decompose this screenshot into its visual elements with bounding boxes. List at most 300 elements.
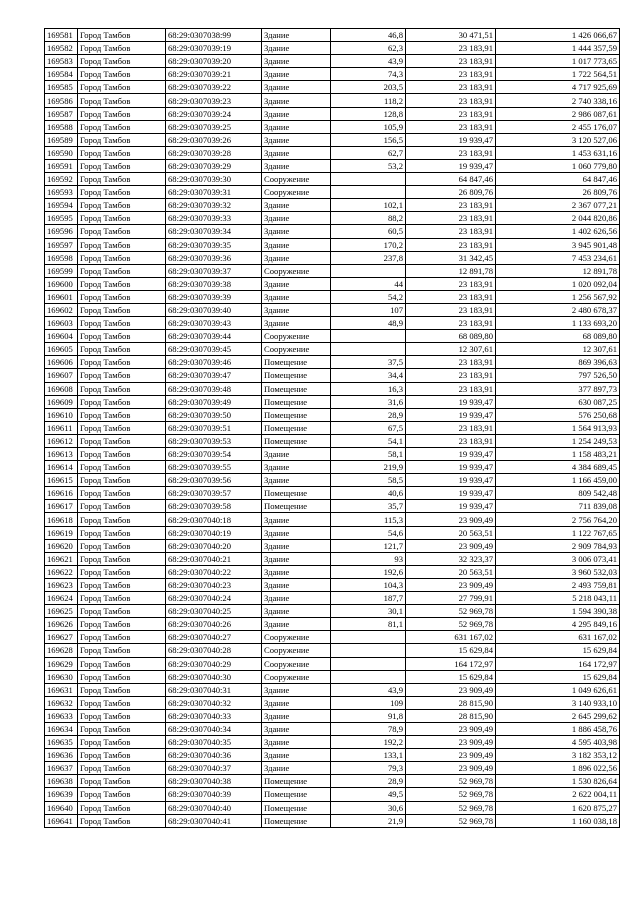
area-cell: 54,2	[331, 290, 406, 303]
unit-value-cell: 20 563,51	[406, 526, 496, 539]
table-row	[45, 461, 620, 474]
cadastral-value-cell: 2 367 077,21	[496, 199, 620, 212]
object-type-cell: Сооружение	[262, 644, 331, 657]
object-type-cell: Здание	[262, 94, 331, 107]
cadastral-value-cell: 2 645 299,62	[496, 709, 620, 722]
municipality-cell: Город Тамбов	[78, 487, 166, 500]
cadastral-value-cell: 1 017 773,65	[496, 55, 620, 68]
cadastral-number-cell: 68:29:0307040:19	[166, 526, 262, 539]
table-row	[45, 644, 620, 657]
area-cell: 54,1	[331, 434, 406, 447]
municipality-cell: Город Тамбов	[78, 408, 166, 421]
area-cell: 30,6	[331, 801, 406, 814]
municipality-cell: Город Тамбов	[78, 29, 166, 42]
cadastral-value-cell: 2 622 004,11	[496, 788, 620, 801]
cadastral-value-cell: 1 444 357,59	[496, 42, 620, 55]
object-type-cell: Здание	[262, 238, 331, 251]
municipality-cell: Город Тамбов	[78, 55, 166, 68]
table-row	[45, 788, 620, 801]
unit-value-cell: 19 939,47	[406, 487, 496, 500]
object-type-cell: Здание	[262, 199, 331, 212]
table-row	[45, 133, 620, 146]
municipality-cell: Город Тамбов	[78, 290, 166, 303]
cadastral-number-cell: 68:29:0307040:26	[166, 618, 262, 631]
unit-value-cell: 23 909,49	[406, 578, 496, 591]
area-cell: 192,6	[331, 565, 406, 578]
unit-value-cell: 23 909,49	[406, 749, 496, 762]
row-number-cell: 169625	[45, 605, 78, 618]
cadastral-number-cell: 68:29:0307040:37	[166, 762, 262, 775]
object-type-cell: Помещение	[262, 382, 331, 395]
cadastral-number-cell: 68:29:0307039:50	[166, 408, 262, 421]
cadastral-number-cell: 68:29:0307039:34	[166, 225, 262, 238]
area-cell: 43,9	[331, 683, 406, 696]
table-row	[45, 303, 620, 316]
row-number-cell: 169619	[45, 526, 78, 539]
cadastral-number-cell: 68:29:0307040:22	[166, 565, 262, 578]
table-row	[45, 212, 620, 225]
cadastral-number-cell: 68:29:0307040:39	[166, 788, 262, 801]
row-number-cell: 169605	[45, 343, 78, 356]
cadastral-number-cell: 68:29:0307039:58	[166, 500, 262, 513]
object-type-cell: Здание	[262, 461, 331, 474]
row-number-cell: 169608	[45, 382, 78, 395]
area-cell: 203,5	[331, 81, 406, 94]
table-row	[45, 605, 620, 618]
table-row	[45, 395, 620, 408]
table-body	[45, 29, 620, 828]
cadastral-number-cell: 68:29:0307040:18	[166, 513, 262, 526]
area-cell: 62,7	[331, 146, 406, 159]
municipality-cell: Город Тамбов	[78, 120, 166, 133]
municipality-cell: Город Тамбов	[78, 775, 166, 788]
municipality-cell: Город Тамбов	[78, 264, 166, 277]
unit-value-cell: 19 939,47	[406, 500, 496, 513]
object-type-cell: Здание	[262, 42, 331, 55]
row-number-cell: 169593	[45, 186, 78, 199]
municipality-cell: Город Тамбов	[78, 526, 166, 539]
cadastral-number-cell: 68:29:0307040:23	[166, 578, 262, 591]
unit-value-cell: 15 629,84	[406, 670, 496, 683]
cadastral-number-cell: 68:29:0307039:25	[166, 120, 262, 133]
object-type-cell: Здание	[262, 696, 331, 709]
object-type-cell: Здание	[262, 749, 331, 762]
cadastral-value-cell: 2 740 338,16	[496, 94, 620, 107]
table-row	[45, 343, 620, 356]
municipality-cell: Город Тамбов	[78, 317, 166, 330]
object-type-cell: Здание	[262, 736, 331, 749]
unit-value-cell: 23 909,49	[406, 683, 496, 696]
row-number-cell: 169584	[45, 68, 78, 81]
table-row	[45, 526, 620, 539]
municipality-cell: Город Тамбов	[78, 356, 166, 369]
cadastral-value-cell: 2 455 176,07	[496, 120, 620, 133]
area-cell: 58,5	[331, 474, 406, 487]
unit-value-cell: 23 183,91	[406, 421, 496, 434]
cadastral-number-cell: 68:29:0307040:35	[166, 736, 262, 749]
area-cell: 40,6	[331, 487, 406, 500]
unit-value-cell: 52 969,78	[406, 814, 496, 827]
row-number-cell: 169617	[45, 500, 78, 513]
unit-value-cell: 23 183,91	[406, 290, 496, 303]
unit-value-cell: 164 172,97	[406, 657, 496, 670]
municipality-cell: Город Тамбов	[78, 749, 166, 762]
unit-value-cell: 52 969,78	[406, 605, 496, 618]
unit-value-cell: 23 909,49	[406, 722, 496, 735]
area-cell: 118,2	[331, 94, 406, 107]
cadastral-value-cell: 631 167,02	[496, 631, 620, 644]
cadastral-number-cell: 68:29:0307039:51	[166, 421, 262, 434]
object-type-cell: Здание	[262, 212, 331, 225]
unit-value-cell: 631 167,02	[406, 631, 496, 644]
cadastral-value-cell: 1 254 249,53	[496, 434, 620, 447]
municipality-cell: Город Тамбов	[78, 369, 166, 382]
cadastral-number-cell: 68:29:0307040:20	[166, 539, 262, 552]
municipality-cell: Город Тамбов	[78, 303, 166, 316]
row-number-cell: 169631	[45, 683, 78, 696]
table-row	[45, 251, 620, 264]
object-type-cell: Здание	[262, 474, 331, 487]
unit-value-cell: 23 183,91	[406, 81, 496, 94]
table-row	[45, 670, 620, 683]
cadastral-number-cell: 68:29:0307040:31	[166, 683, 262, 696]
area-cell: 192,2	[331, 736, 406, 749]
cadastral-number-cell: 68:29:0307039:37	[166, 264, 262, 277]
unit-value-cell: 23 183,91	[406, 68, 496, 81]
object-type-cell: Здание	[262, 251, 331, 264]
unit-value-cell: 23 183,91	[406, 382, 496, 395]
table-row	[45, 68, 620, 81]
cadastral-value-cell: 377 897,73	[496, 382, 620, 395]
cadastral-value-cell: 1 886 458,76	[496, 722, 620, 735]
table-row	[45, 683, 620, 696]
object-type-cell: Здание	[262, 68, 331, 81]
row-number-cell: 169595	[45, 212, 78, 225]
municipality-cell: Город Тамбов	[78, 421, 166, 434]
area-cell: 91,8	[331, 709, 406, 722]
cadastral-value-cell: 3 140 933,10	[496, 696, 620, 709]
row-number-cell: 169604	[45, 330, 78, 343]
unit-value-cell: 28 815,90	[406, 696, 496, 709]
cadastral-number-cell: 68:29:0307039:30	[166, 173, 262, 186]
unit-value-cell: 23 183,91	[406, 146, 496, 159]
municipality-cell: Город Тамбов	[78, 788, 166, 801]
area-cell: 78,9	[331, 722, 406, 735]
cadastral-number-cell: 68:29:0307039:36	[166, 251, 262, 264]
unit-value-cell: 23 183,91	[406, 303, 496, 316]
object-type-cell: Сооружение	[262, 330, 331, 343]
unit-value-cell: 32 323,37	[406, 552, 496, 565]
cadastral-value-cell: 1 166 459,00	[496, 474, 620, 487]
cadastral-value-cell: 4 595 403,98	[496, 736, 620, 749]
row-number-cell: 169602	[45, 303, 78, 316]
row-number-cell: 169601	[45, 290, 78, 303]
municipality-cell: Город Тамбов	[78, 107, 166, 120]
municipality-cell: Город Тамбов	[78, 146, 166, 159]
object-type-cell: Здание	[262, 683, 331, 696]
cadastral-value-cell: 1 620 875,27	[496, 801, 620, 814]
municipality-cell: Город Тамбов	[78, 68, 166, 81]
object-type-cell: Сооружение	[262, 657, 331, 670]
cadastral-value-cell: 4 295 849,16	[496, 618, 620, 631]
unit-value-cell: 23 183,91	[406, 277, 496, 290]
municipality-cell: Город Тамбов	[78, 670, 166, 683]
area-cell	[331, 173, 406, 186]
area-cell: 170,2	[331, 238, 406, 251]
area-cell: 28,9	[331, 775, 406, 788]
area-cell	[331, 670, 406, 683]
municipality-cell: Город Тамбов	[78, 277, 166, 290]
table-row	[45, 736, 620, 749]
cadastral-number-cell: 68:29:0307039:39	[166, 290, 262, 303]
row-number-cell: 169586	[45, 94, 78, 107]
object-type-cell: Здание	[262, 277, 331, 290]
municipality-cell: Город Тамбов	[78, 762, 166, 775]
area-cell: 237,8	[331, 251, 406, 264]
table-row	[45, 55, 620, 68]
municipality-cell: Город Тамбов	[78, 461, 166, 474]
cadastral-value-cell: 64 847,46	[496, 173, 620, 186]
unit-value-cell: 31 342,45	[406, 251, 496, 264]
area-cell: 79,3	[331, 762, 406, 775]
object-type-cell: Сооружение	[262, 173, 331, 186]
row-number-cell: 169583	[45, 55, 78, 68]
unit-value-cell: 23 909,49	[406, 513, 496, 526]
cadastral-value-cell: 2 493 759,81	[496, 578, 620, 591]
unit-value-cell: 52 969,78	[406, 788, 496, 801]
cadastral-number-cell: 68:29:0307039:54	[166, 448, 262, 461]
municipality-cell: Город Тамбов	[78, 81, 166, 94]
table-row	[45, 120, 620, 133]
row-number-cell: 169591	[45, 159, 78, 172]
area-cell: 74,3	[331, 68, 406, 81]
object-type-cell: Здание	[262, 81, 331, 94]
row-number-cell: 169611	[45, 421, 78, 434]
municipality-cell: Город Тамбов	[78, 513, 166, 526]
municipality-cell: Город Тамбов	[78, 552, 166, 565]
object-type-cell: Сооружение	[262, 264, 331, 277]
municipality-cell: Город Тамбов	[78, 592, 166, 605]
area-cell	[331, 343, 406, 356]
unit-value-cell: 23 183,91	[406, 356, 496, 369]
table-row	[45, 801, 620, 814]
table-row	[45, 487, 620, 500]
object-type-cell: Помещение	[262, 801, 331, 814]
cadastral-value-cell: 68 089,80	[496, 330, 620, 343]
cadastral-number-cell: 68:29:0307040:21	[166, 552, 262, 565]
object-type-cell: Здание	[262, 317, 331, 330]
municipality-cell: Город Тамбов	[78, 631, 166, 644]
object-type-cell: Сооружение	[262, 343, 331, 356]
municipality-cell: Город Тамбов	[78, 618, 166, 631]
table-row	[45, 513, 620, 526]
municipality-cell: Город Тамбов	[78, 539, 166, 552]
row-number-cell: 169634	[45, 722, 78, 735]
row-number-cell: 169613	[45, 448, 78, 461]
row-number-cell: 169592	[45, 173, 78, 186]
cadastral-number-cell: 68:29:0307039:57	[166, 487, 262, 500]
unit-value-cell: 23 183,91	[406, 107, 496, 120]
cadastral-value-cell: 15 629,84	[496, 644, 620, 657]
cadastral-value-cell: 2 044 820,86	[496, 212, 620, 225]
row-number-cell: 169609	[45, 395, 78, 408]
table-row	[45, 330, 620, 343]
object-type-cell: Здание	[262, 55, 331, 68]
row-number-cell: 169594	[45, 199, 78, 212]
area-cell: 105,9	[331, 120, 406, 133]
table-row	[45, 369, 620, 382]
area-cell: 60,5	[331, 225, 406, 238]
object-type-cell: Здание	[262, 578, 331, 591]
unit-value-cell: 23 183,91	[406, 238, 496, 251]
unit-value-cell: 23 183,91	[406, 55, 496, 68]
object-type-cell: Помещение	[262, 487, 331, 500]
row-number-cell: 169589	[45, 133, 78, 146]
cadastral-value-cell: 15 629,84	[496, 670, 620, 683]
row-number-cell: 169607	[45, 369, 78, 382]
municipality-cell: Город Тамбов	[78, 722, 166, 735]
object-type-cell: Здание	[262, 448, 331, 461]
municipality-cell: Город Тамбов	[78, 186, 166, 199]
unit-value-cell: 30 471,51	[406, 29, 496, 42]
cadastral-value-cell: 1 256 567,92	[496, 290, 620, 303]
unit-value-cell: 19 939,47	[406, 461, 496, 474]
table-row	[45, 173, 620, 186]
row-number-cell: 169637	[45, 762, 78, 775]
area-cell	[331, 186, 406, 199]
cadastral-number-cell: 68:29:0307039:32	[166, 199, 262, 212]
row-number-cell: 169603	[45, 317, 78, 330]
municipality-cell: Город Тамбов	[78, 814, 166, 827]
object-type-cell: Здание	[262, 552, 331, 565]
table-row	[45, 159, 620, 172]
object-type-cell: Помещение	[262, 788, 331, 801]
object-type-cell: Помещение	[262, 421, 331, 434]
cadastral-value-cell: 164 172,97	[496, 657, 620, 670]
row-number-cell: 169610	[45, 408, 78, 421]
unit-value-cell: 68 089,80	[406, 330, 496, 343]
area-cell: 121,7	[331, 539, 406, 552]
cadastral-value-cell: 12 307,61	[496, 343, 620, 356]
row-number-cell: 169636	[45, 749, 78, 762]
cadastral-value-cell: 1 530 826,64	[496, 775, 620, 788]
cadastral-number-cell: 68:29:0307040:29	[166, 657, 262, 670]
object-type-cell: Здание	[262, 107, 331, 120]
area-cell: 16,3	[331, 382, 406, 395]
row-number-cell: 169590	[45, 146, 78, 159]
cadastral-number-cell: 68:29:0307039:28	[166, 146, 262, 159]
municipality-cell: Город Тамбов	[78, 395, 166, 408]
unit-value-cell: 19 939,47	[406, 133, 496, 146]
cadastral-number-cell: 68:29:0307039:53	[166, 434, 262, 447]
cadastral-value-cell: 1 133 693,20	[496, 317, 620, 330]
cadastral-value-cell: 1 020 092,04	[496, 277, 620, 290]
table-row	[45, 500, 620, 513]
table-row	[45, 264, 620, 277]
table-row	[45, 277, 620, 290]
unit-value-cell: 20 563,51	[406, 565, 496, 578]
table-row	[45, 696, 620, 709]
table-row	[45, 290, 620, 303]
area-cell: 81,1	[331, 618, 406, 631]
cadastral-number-cell: 68:29:0307039:48	[166, 382, 262, 395]
municipality-cell: Город Тамбов	[78, 736, 166, 749]
row-number-cell: 169621	[45, 552, 78, 565]
table-row	[45, 709, 620, 722]
row-number-cell: 169626	[45, 618, 78, 631]
area-cell: 219,9	[331, 461, 406, 474]
cadastral-value-cell: 5 218 043,11	[496, 592, 620, 605]
municipality-cell: Город Тамбов	[78, 605, 166, 618]
cadastral-number-cell: 68:29:0307039:47	[166, 369, 262, 382]
cadastral-value-cell: 2 756 764,20	[496, 513, 620, 526]
municipality-cell: Город Тамбов	[78, 159, 166, 172]
cadastral-value-cell: 576 250,68	[496, 408, 620, 421]
municipality-cell: Город Тамбов	[78, 173, 166, 186]
object-type-cell: Сооружение	[262, 631, 331, 644]
municipality-cell: Город Тамбов	[78, 801, 166, 814]
object-type-cell: Здание	[262, 722, 331, 735]
table-row	[45, 186, 620, 199]
row-number-cell: 169632	[45, 696, 78, 709]
unit-value-cell: 12 307,61	[406, 343, 496, 356]
table-row	[45, 618, 620, 631]
cadastral-value-cell: 1 594 390,38	[496, 605, 620, 618]
cadastral-value-cell: 2 909 784,93	[496, 539, 620, 552]
municipality-cell: Город Тамбов	[78, 212, 166, 225]
municipality-cell: Город Тамбов	[78, 683, 166, 696]
cadastral-number-cell: 68:29:0307039:26	[166, 133, 262, 146]
area-cell: 115,3	[331, 513, 406, 526]
unit-value-cell: 23 183,91	[406, 434, 496, 447]
municipality-cell: Город Тамбов	[78, 696, 166, 709]
row-number-cell: 169606	[45, 356, 78, 369]
table-row	[45, 434, 620, 447]
object-type-cell: Здание	[262, 565, 331, 578]
table-row	[45, 578, 620, 591]
object-type-cell: Здание	[262, 225, 331, 238]
object-type-cell: Здание	[262, 526, 331, 539]
table-row	[45, 657, 620, 670]
cadastral-value-cell: 3 960 532,03	[496, 565, 620, 578]
area-cell: 48,9	[331, 317, 406, 330]
row-number-cell: 169585	[45, 81, 78, 94]
area-cell: 107	[331, 303, 406, 316]
municipality-cell: Город Тамбов	[78, 565, 166, 578]
cadastral-value-table	[44, 28, 620, 828]
table-row	[45, 775, 620, 788]
area-cell	[331, 644, 406, 657]
cadastral-number-cell: 68:29:0307039:49	[166, 395, 262, 408]
area-cell: 58,1	[331, 448, 406, 461]
object-type-cell: Помещение	[262, 775, 331, 788]
object-type-cell: Сооружение	[262, 670, 331, 683]
cadastral-number-cell: 68:29:0307040:33	[166, 709, 262, 722]
row-number-cell: 169640	[45, 801, 78, 814]
municipality-cell: Город Тамбов	[78, 343, 166, 356]
cadastral-value-cell: 3 120 527,06	[496, 133, 620, 146]
table-row	[45, 29, 620, 42]
cadastral-value-cell: 12 891,78	[496, 264, 620, 277]
cadastral-number-cell: 68:29:0307039:29	[166, 159, 262, 172]
cadastral-number-cell: 68:29:0307039:22	[166, 81, 262, 94]
cadastral-number-cell: 68:29:0307039:56	[166, 474, 262, 487]
area-cell: 44	[331, 277, 406, 290]
object-type-cell: Помещение	[262, 356, 331, 369]
area-cell: 35,7	[331, 500, 406, 513]
table-row	[45, 592, 620, 605]
area-cell: 102,1	[331, 199, 406, 212]
